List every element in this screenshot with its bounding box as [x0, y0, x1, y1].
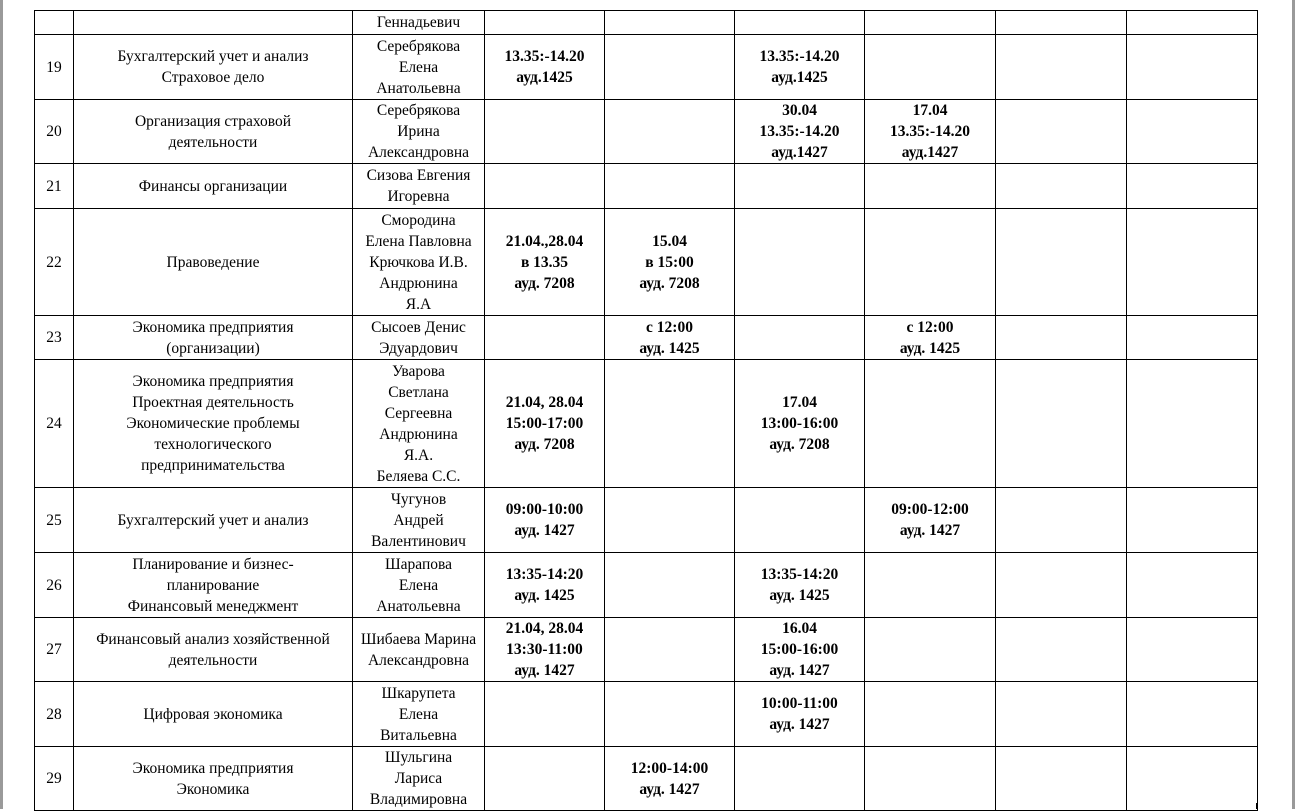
table-row [35, 209, 1258, 316]
teacher-line: Я.А [405, 295, 432, 313]
subject-cell [74, 11, 353, 35]
subject-cell [74, 488, 353, 553]
slot-cell [865, 100, 996, 164]
slot-cell [865, 11, 996, 35]
slot-line: 13:00-16:00 [760, 415, 839, 432]
teacher-line: Андрей [393, 511, 444, 529]
teacher-cell [353, 488, 485, 553]
teacher-line: Сизова Евгения [366, 167, 471, 184]
slot-line: ауд. 7208 [514, 436, 575, 453]
slot-cell [1127, 209, 1258, 316]
slot-cell [1127, 11, 1258, 35]
slot-line: ауд. 1427 [514, 662, 575, 679]
teacher-cell: Геннадьевич [353, 11, 485, 35]
slot-cell [996, 100, 1127, 164]
row-number-cell: 20 [35, 100, 74, 164]
row-number-cell: 24 [35, 360, 74, 488]
slot-line: ауд. 1427 [769, 662, 830, 679]
slot-cell [865, 360, 996, 488]
teacher-line: Шульгина [384, 749, 453, 766]
subject-line: (организации) [166, 339, 260, 357]
slot-cell [1127, 618, 1258, 682]
slot-cell [605, 316, 735, 360]
slot-cell [485, 553, 605, 618]
slot-cell [865, 553, 996, 618]
slot-line: ауд. 1427 [769, 716, 830, 733]
slot-cell [735, 488, 865, 553]
slot-line: 13.35:-14.20 [889, 123, 971, 140]
slot-line: 13:30-11:00 [506, 641, 583, 658]
slot-line: 09:00-10:00 [505, 501, 584, 518]
slot-cell [1127, 682, 1258, 747]
slot-cell [485, 164, 605, 209]
subject-line: технологического [154, 436, 272, 453]
slot-cell [865, 747, 996, 811]
slot-line: 09:00-12:00 [891, 501, 969, 518]
subject-cell [74, 682, 353, 747]
subject-line: планирование [166, 576, 260, 594]
slot-line: 13.35:-14.20 [504, 48, 585, 65]
subject-cell [74, 35, 353, 100]
column-rule [995, 803, 996, 809]
subject-line: Финансовый анализ хозяйственной [96, 630, 330, 648]
slot-line: ауд. 1427 [514, 522, 575, 539]
teacher-line: Смородина [381, 211, 456, 229]
subject-line: Экономика предприятия [132, 318, 294, 336]
teacher-line: Серебрякова [376, 102, 461, 119]
slot-cell [1127, 164, 1258, 209]
slot-line: ауд. 7208 [514, 274, 575, 292]
slot-cell [1127, 360, 1258, 488]
teacher-line: Валентинович [371, 532, 466, 550]
subject-line: Бухгалтерский учет и анализ [117, 511, 309, 529]
slot-cell [865, 682, 996, 747]
slot-line: 13:35-14:20 [760, 566, 839, 583]
slot-cell [865, 164, 996, 209]
slot-cell [485, 488, 605, 553]
slot-line: с 12:00 [646, 318, 693, 336]
teacher-line: Светлана [388, 383, 449, 401]
subject-line: Финансовый менеджмент [127, 597, 299, 615]
teacher-line: Анатольевна [376, 79, 461, 97]
slot-line: 17.04 [912, 102, 948, 119]
teacher-cell [353, 164, 485, 209]
slot-line: 13.35:-14.20 [759, 48, 840, 65]
slot-line: ауд.1427 [901, 144, 959, 161]
subject-cell [74, 316, 353, 360]
subject-line: Экономика предприятия [132, 759, 294, 777]
slot-cell [605, 488, 735, 553]
slot-line: 21.04, 28.04 [505, 620, 584, 637]
slot-cell [605, 100, 735, 164]
slot-cell [735, 11, 865, 35]
table-row [35, 488, 1258, 553]
slot-cell [996, 682, 1127, 747]
slot-line: 15:00-16:00 [760, 641, 839, 658]
slot-line: ауд. 1425 [514, 587, 575, 604]
teacher-line: Елена [398, 58, 439, 76]
slot-line: 15:00-17:00 [505, 415, 584, 432]
teacher-line: Лариса [394, 770, 443, 787]
table-row [35, 618, 1258, 682]
column-rule [73, 803, 74, 809]
slot-line: ауд.1427 [771, 144, 828, 161]
row-number-cell: 22 [35, 209, 74, 316]
teacher-line: Чугунов [390, 490, 447, 508]
slot-line: ауд. 1425 [899, 339, 961, 357]
subject-cell [74, 209, 353, 316]
slot-cell [1127, 316, 1258, 360]
table-row [35, 747, 1258, 811]
slot-cell [865, 209, 996, 316]
slot-cell [996, 11, 1127, 35]
slot-cell [865, 316, 996, 360]
column-rule [1126, 803, 1127, 809]
row-number-cell: 27 [35, 618, 74, 682]
teacher-line: Елена Павловна [365, 232, 472, 250]
slot-line: 13.35:-14.20 [759, 123, 840, 140]
subject-cell [74, 553, 353, 618]
teacher-cell [353, 360, 485, 488]
slot-cell [996, 360, 1127, 488]
subject-cell [74, 100, 353, 164]
subject-line: Экономика предприятия [132, 373, 294, 390]
slot-cell [605, 553, 735, 618]
subject-cell [74, 360, 353, 488]
table-row [35, 35, 1258, 100]
slot-cell [605, 360, 735, 488]
slot-line: 13:35-14:20 [505, 566, 584, 583]
slot-line: 10:00-11:00 [761, 695, 838, 712]
slot-line: 17.04 [782, 394, 817, 411]
teacher-line: Александровна [367, 144, 470, 161]
table-row [35, 316, 1258, 360]
teacher-line: Шибаева Марина [360, 630, 477, 648]
teacher-line: Александровна [367, 651, 470, 669]
slot-line: 15.04 [652, 232, 687, 250]
column-rule [1256, 803, 1257, 809]
slot-line: ауд. 1425 [769, 587, 830, 604]
slot-line: ауд.1425 [516, 69, 573, 86]
slot-cell [735, 164, 865, 209]
slot-cell [735, 553, 865, 618]
slot-line: 21.04.,28.04 [505, 232, 584, 250]
subject-line: Страховое дело [161, 69, 265, 86]
teacher-line: Елена [398, 705, 439, 723]
teacher-line: Ирина [397, 123, 440, 140]
subject-line: Бухгалтерский учет и анализ [117, 48, 309, 65]
slot-cell [1127, 488, 1258, 553]
subject-line: деятельности [168, 651, 258, 669]
slot-cell [605, 682, 735, 747]
slot-cell [485, 316, 605, 360]
slot-cell [865, 488, 996, 553]
slot-line: ауд.1425 [771, 69, 828, 86]
slot-cell [735, 35, 865, 100]
table-row-continuation [35, 11, 1258, 35]
teacher-cell [353, 747, 485, 811]
slot-cell [865, 618, 996, 682]
column-rule [864, 803, 865, 809]
slot-line: ауд. 1427 [899, 522, 961, 539]
slot-line: 12:00-14:00 [630, 759, 709, 777]
row-number-cell: 21 [35, 164, 74, 209]
teacher-line: Андрюнина [379, 425, 458, 443]
row-number-cell: 26 [35, 553, 74, 618]
slot-cell [735, 618, 865, 682]
subject-cell [74, 618, 353, 682]
subject-line: Экономика [176, 780, 250, 798]
subject-cell [74, 747, 353, 811]
slot-line: 21.04, 28.04 [505, 394, 584, 411]
slot-cell [996, 747, 1127, 811]
slot-line: ауд. 1427 [639, 780, 700, 798]
teacher-line: Беляева С.С. [376, 467, 461, 485]
page-left-edge [0, 0, 3, 809]
row-number-cell: 29 [35, 747, 74, 811]
slot-cell [996, 618, 1127, 682]
slot-cell [735, 682, 865, 747]
row-number-cell [35, 11, 74, 35]
slot-cell [485, 618, 605, 682]
slot-line: 30.04 [782, 102, 817, 119]
subject-line: Экономические проблемы [126, 415, 300, 432]
row-number-cell: 25 [35, 488, 74, 553]
teacher-cell [353, 100, 485, 164]
slot-cell [605, 11, 735, 35]
teacher-line: Елена [398, 576, 439, 594]
subject-line: Правоведение [166, 253, 260, 271]
teacher-cell [353, 35, 485, 100]
subject-line: Планирование и бизнес- [132, 555, 294, 573]
subject-line: предпринимательства [141, 457, 285, 474]
teacher-line: Сергеевна [384, 404, 453, 422]
teacher-line: Шарапова [385, 555, 452, 573]
consultation-schedule-table [34, 10, 1258, 811]
slot-cell [996, 209, 1127, 316]
slot-cell [1127, 553, 1258, 618]
teacher-line: Серебрякова [376, 37, 461, 55]
slot-cell [996, 488, 1127, 553]
slot-cell [485, 360, 605, 488]
slot-cell [996, 35, 1127, 100]
slot-cell [605, 747, 735, 811]
slot-cell [605, 164, 735, 209]
teacher-line: Андрюнина [379, 274, 458, 292]
subject-line: Цифровая экономика [143, 705, 283, 723]
table-row [35, 682, 1258, 747]
row-number-cell: 28 [35, 682, 74, 747]
slot-line: ауд. 1425 [639, 339, 700, 357]
slot-cell [735, 360, 865, 488]
teacher-line: Крючкова И.В. [369, 253, 468, 271]
slot-line: с 12:00 [906, 318, 954, 336]
slot-line: 16.04 [782, 620, 817, 637]
teacher-line: Владимировна [369, 791, 468, 808]
slot-cell [485, 35, 605, 100]
teacher-line: Шкарупета [381, 684, 456, 702]
column-rule [604, 803, 605, 809]
slot-cell [605, 35, 735, 100]
slot-cell [1127, 747, 1258, 811]
next-page-table-edge [34, 803, 1257, 809]
teacher-line: Эдуардович [379, 339, 458, 357]
slot-cell [1127, 35, 1258, 100]
slot-cell [996, 553, 1127, 618]
table-row [35, 100, 1258, 164]
slot-cell [485, 100, 605, 164]
row-number-cell: 19 [35, 35, 74, 100]
teacher-line: Я.А. [403, 446, 434, 464]
table-row [35, 164, 1258, 209]
teacher-cell [353, 618, 485, 682]
slot-cell [485, 11, 605, 35]
column-rule [34, 803, 35, 809]
slot-cell [485, 682, 605, 747]
table-row [35, 553, 1258, 618]
teacher-cell [353, 682, 485, 747]
row-number-cell: 23 [35, 316, 74, 360]
subject-line: Финансы организации [138, 177, 288, 195]
subject-line: Проектная деятельность [132, 394, 294, 411]
slot-cell [735, 747, 865, 811]
slot-line: в 15:00 [645, 253, 694, 271]
slot-line: ауд. 7208 [769, 436, 830, 453]
subject-line: Организация страховой [134, 112, 291, 130]
slot-cell [605, 618, 735, 682]
slot-cell [485, 209, 605, 316]
slot-line: в 13.35 [520, 253, 569, 271]
column-rule [352, 803, 353, 809]
column-rule [484, 803, 485, 809]
teacher-cell [353, 209, 485, 316]
teacher-line: Игоревна [387, 188, 450, 205]
subject-line: деятельности [168, 133, 258, 151]
subject-cell [74, 164, 353, 209]
slot-cell [485, 747, 605, 811]
slot-cell [996, 316, 1127, 360]
table-row [35, 360, 1258, 488]
slot-cell [735, 316, 865, 360]
slot-cell [1127, 100, 1258, 164]
teacher-cell [353, 316, 485, 360]
teacher-line: Сысоев Денис [371, 318, 466, 336]
slot-cell [605, 209, 735, 316]
slot-line: ауд. 7208 [639, 274, 700, 292]
teacher-line: Анатольевна [376, 597, 461, 615]
teacher-line: Витальевна [380, 726, 457, 744]
teacher-cell [353, 553, 485, 618]
slot-cell [996, 164, 1127, 209]
slot-cell [735, 209, 865, 316]
slot-cell [735, 100, 865, 164]
teacher-line: Уварова [392, 362, 445, 380]
column-rule [734, 803, 735, 809]
slot-cell [865, 35, 996, 100]
